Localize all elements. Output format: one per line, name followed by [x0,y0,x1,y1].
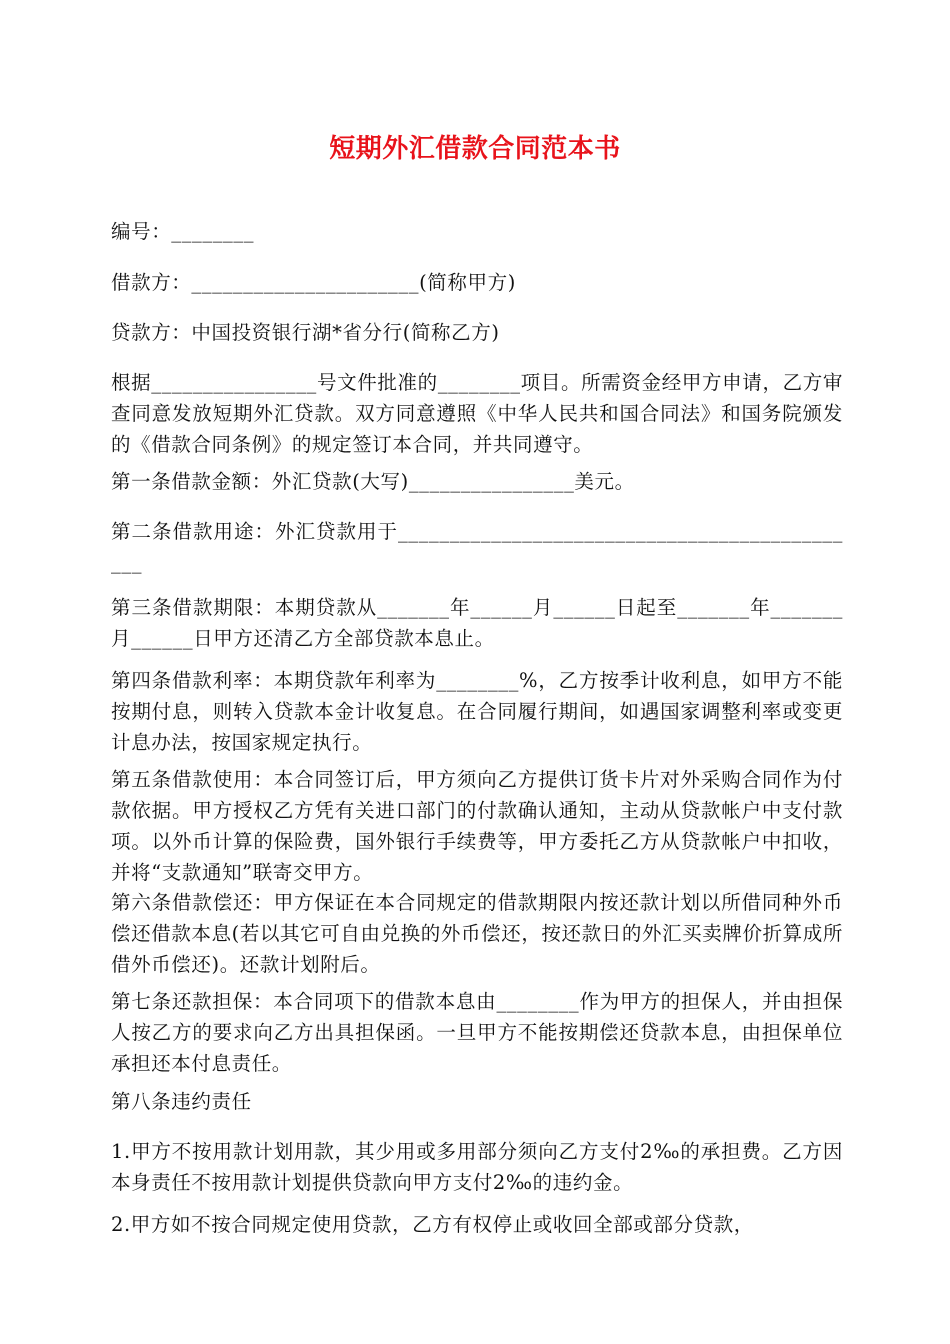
paragraph-preamble: 根据________________号文件批准的________项目。所需资金经甲方申请，乙方审查同意发放短期外汇贷款。双方同意遵照《中华人民共和国合同法》和国务院颁发的《借款合同条例》的规定签订本合同，并共同遵守。 [111,371,843,456]
paragraph-article-8-heading: 第八条违约责任 [111,1090,252,1113]
paragraph-number: 编号：________ [111,220,255,243]
paragraph-article-6: 第六条借款偿还：甲方保证在本合同规定的借款期限内按还款计划以所借同种外币偿还借款本息(若以其它可自由兑换的外币偿还，按还款日的外汇买卖牌价折算成所借外币偿还)。还款计划附后。 [111,891,843,976]
paragraph-article-3: 第三条借款期限：本期贷款从_______年______月______日起至_______年_______月______日甲方还清乙方全部贷款本息止。 [111,596,843,650]
paragraph-article-4: 第四条借款利率：本期贷款年利率为________%，乙方按季计收利息，如甲方不能按期付息，则转入贷款本金计收复息。在合同履行期间，如遇国家调整利率或变更计息办法，按国家规定执行。 [111,669,843,754]
paragraph-article-8-item-1: 1.甲方不按用款计划用款，其少用或多用部分须向乙方支付2‰的承担费。乙方因本身责任不按用款计划提供贷款向甲方支付2‰的违约金。 [111,1140,843,1194]
paragraph-lender: 贷款方：中国投资银行湖*省分行(简称乙方) [111,321,500,344]
paragraph-borrower: 借款方：______________________(简称甲方) [111,271,516,294]
paragraph-article-2: 第二条借款用途：外汇贷款用于______________________________________________ [111,520,843,574]
paragraph-article-5: 第五条借款使用：本合同签订后，甲方须向乙方提供订货卡片对外采购合同作为付款依据。甲方授权乙方凭有关进口部门的付款确认通知，主动从贷款帐户中支付款项。以外币计算的保险费，国外银行手续费等，甲方委托乙方从贷款帐户中扣收，并将“支款通知”联寄交甲方。 [111,768,843,884]
paragraph-article-1: 第一条借款金额：外汇贷款(大写)________________美元。 [111,470,635,493]
paragraph-article-8-item-2: 2.甲方如不按合同规定使用贷款，乙方有权停止或收回全部或部分贷款， [111,1213,754,1236]
paragraph-article-7: 第七条还款担保：本合同项下的借款本息由________作为甲方的担保人，并由担保人按乙方的要求向乙方出具担保函。一旦甲方不能按期偿还贷款本息，由担保单位承担还本付息责任。 [111,990,843,1075]
document-title: 短期外汇借款合同范本书 [329,134,621,164]
